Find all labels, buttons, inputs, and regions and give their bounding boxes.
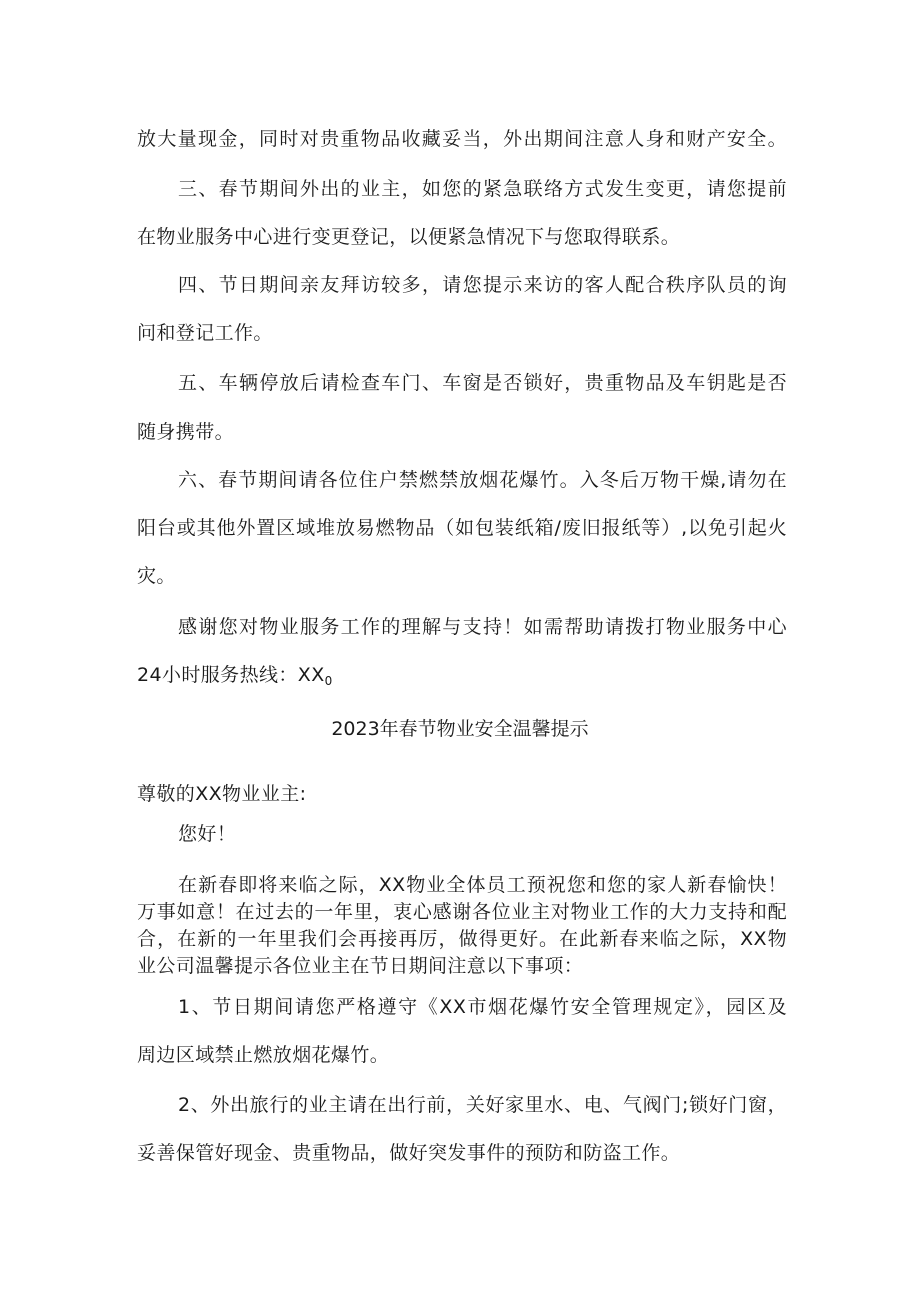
thanks-line-1: 感谢您对物业服务工作的理解与支持！如需帮助请拨打物业服务中心 — [178, 616, 787, 638]
item-6-line-1: 六、春节期间请各位住户禁燃禁放烟花爆竹。入冬后万物干燥,请勿在 — [178, 469, 787, 491]
item-1-line-2: 周边区域禁止燃放烟花爆竹。 — [137, 1044, 390, 1066]
item-3-line-1: 三、春节期间外出的业主，如您的紧急联络方式发生变更，请您提前 — [178, 178, 787, 200]
thanks-line-2 — [137, 662, 333, 694]
item-5-line-2: 随身携带。 — [137, 421, 235, 443]
item-5-line-1: 五、车辆停放后请检查车门、车窗是否锁好，贵重物品及车钥匙是否 — [178, 372, 787, 394]
intro-line-3: 合，在新的一年里我们会再接再厉，做得更好。在此新春来临之际，XX物 — [137, 928, 787, 950]
intro-line-1: 在新春即将来临之际，XX物业全体员工预祝您和您的家人新春愉快！ — [178, 874, 787, 896]
greeting: 您好！ — [178, 823, 237, 845]
hotline-text: 24小时服务热线：XX — [137, 664, 325, 686]
document-title: 2023年春节物业安全温馨提示 — [331, 718, 589, 740]
hotline-subscript: 0 — [324, 674, 333, 688]
item-4-line-2: 问和登记工作。 — [137, 322, 273, 344]
intro-line-4: 业公司温馨提示各位业主在节日期间注意以下事项： — [137, 955, 584, 977]
salutation: 尊敬的XX物业业主: — [137, 783, 307, 805]
paragraph-continuation-line: 放大量现金，同时对贵重物品收藏妥当，外出期间注意人身和财产安全。 — [137, 128, 787, 150]
item-3-line-2: 在物业服务中心进行变更登记，以便紧急情况下与您取得联系。 — [137, 226, 681, 248]
item-2-line-2: 妥善保管好现金、贵重物品，做好突发事件的预防和防盗工作。 — [137, 1142, 681, 1164]
item-6-line-2: 阳台或其他外置区域堆放易燃物品（如包装纸箱/废旧报纸等）,以免引起火 — [137, 517, 787, 539]
item-2-line-1: 2、外出旅行的业主请在出行前，关好家里水、电、气阀门;锁好门窗， — [178, 1094, 787, 1116]
item-1-line-1: 1、节日期间请您严格遵守《XX市烟花爆竹安全管理规定》，园区及 — [178, 996, 787, 1018]
item-6-line-3: 灾。 — [137, 565, 176, 587]
intro-line-2: 万事如意！在过去的一年里，衷心感谢各位业主对物业工作的大力支持和配 — [137, 901, 787, 923]
item-4-line-1: 四、节日期间亲友拜访较多，请您提示来访的客人配合秩序队员的询 — [178, 274, 787, 296]
